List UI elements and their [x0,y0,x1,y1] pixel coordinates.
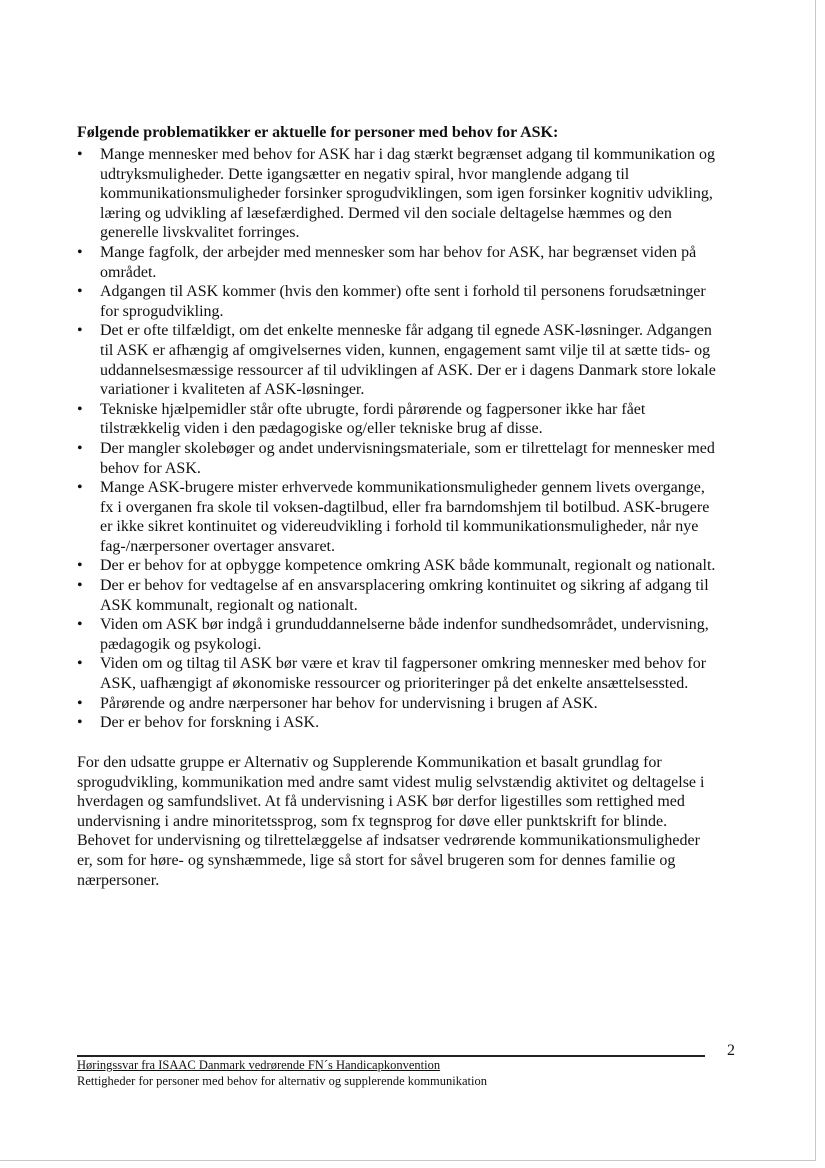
footer-title: Høringssvar fra ISAAC Danmark vedrørende FN´s Handicapkonvention [77,1058,441,1072]
footer-rule [77,1055,705,1057]
list-item-line: er ikke sikret kontinuitet og videreudvikling i forhold til kommunikationsmuligheder, når nye [100,518,699,536]
list-item-line: ASK kommunalt, regionalt og nationalt. [100,596,358,614]
page-number: 2 [727,1042,735,1059]
list-item [77,556,757,576]
list-item [77,282,757,321]
list-item-line: Mange ASK-brugere mister erhvervede kommunikationsmuligheder gennem livets overgange, [100,479,705,497]
list-item-line: Pårørende og andre nærpersoner har behov for undervisning i brugen af ASK. [100,694,598,712]
bullet-icon: • [77,616,83,634]
bullet-icon: • [77,694,83,712]
page-edge-right [815,0,816,1160]
bullet-icon: • [77,577,83,595]
bullet-icon: • [77,283,83,301]
list-item [77,615,757,654]
paragraph-line: hverdagen og samfundslivet. At få undervisning i ASK bør derfor ligestilles som rettighed med [77,793,685,811]
list-item-line: Viden om og tiltag til ASK bør være et krav til fagpersoner omkring mennesker med behov for [100,655,707,673]
list-item-line: Viden om ASK bør indgå i grunduddannelserne både indenfor sundhedsområdet, undervisning, [100,616,709,634]
list-item [77,713,757,733]
list-item [77,576,757,615]
bullet-icon: • [77,714,83,732]
list-item-line: ASK, uafhængigt af økonomiske ressourcer og prioriteringer på det enkelte ansættelsessted. [100,675,689,693]
list-item-line: Der er behov for forskning i ASK. [100,714,320,732]
bullet-icon: • [77,439,83,457]
list-item [77,145,757,243]
paragraph-line: nærpersoner. [77,871,160,889]
list-item-line: Mange mennesker med behov for ASK har i dag stærkt begrænset adgang til kommunikation og [100,146,715,163]
list-item-line: fag-/nærpersoner overtager ansvaret. [100,537,335,555]
list-item [77,439,757,478]
list-item-line: variationer i kvaliteten af ASK-løsninger. [100,381,365,399]
list-item [77,654,757,693]
list-item [77,694,757,714]
paragraph-line: undervisning i andre minoritetssprog, som fx tegnsprog for døve eller punktskrift for blinde. [77,812,668,830]
list-item-line: til ASK er afhængig af omgivelsernes viden, kunnen, engagement samt vilje til at sætte tids- og [100,341,711,359]
body-paragraph [77,753,704,890]
bullet-icon: • [77,557,83,575]
list-item [77,400,757,439]
bullet-icon: • [77,243,83,261]
paragraph-line: sprogudvikling, kommunikation med andre samt videst mulig selvstændig aktivitet og deltagelse i [77,773,705,791]
bullet-icon: • [77,400,83,418]
bullet-icon: • [77,146,83,163]
bullet-icon: • [77,655,83,673]
paragraph-line: er, som for høre- og synshæmmede, lige så stort for såvel brugeren som for dennes familie og [77,851,676,869]
list-item-line: tilstrækkelig viden i den pædagogiske og/eller tekniske brug af disse. [100,420,543,438]
list-item-line: pædagogik og psykologi. [100,635,262,653]
list-item-line: læring og udvikling af læsefærdighed. Dermed vil den sociale deltagelse hæmmes og den [100,204,672,222]
list-item-line: kommunikationsmuligheder forsinker sprogudviklingen, som igen forsinker kognitiv udvikling, [100,185,713,203]
page-edge-bottom [0,1160,816,1161]
list-item-line: området. [100,263,157,281]
bullet-icon: • [77,322,83,340]
list-item [77,321,757,399]
list-item-line: Mange fagfolk, der arbejder med mennesker som har behov for ASK, har begrænset viden på [100,243,697,261]
footer-subtitle: Rettigheder for personer med behov for alternativ og supplerende kommunikation [77,1074,487,1088]
problem-list [77,145,757,733]
list-item [77,478,757,556]
list-item-line: generelle livskvalitet forringes. [100,224,300,242]
bullet-icon: • [77,479,83,497]
list-item-line: Tekniske hjælpemidler står ofte ubrugte, fordi pårørende og fagpersoner ikke har fået [100,400,646,418]
paragraph-line: For den udsatte gruppe er Alternativ og Supplerende Kommunikation et basalt grundlag for [77,754,662,771]
list-item-line: Der er behov for vedtagelse af en ansvarsplacering omkring kontinuitet og sikring af adgang til [100,577,709,595]
list-item-line: fx i overganen fra skole til voksen-dagtilbud, eller fra barndomshjem til botilbud. ASK-brugere [100,498,710,516]
list-item-line: Det er ofte tilfældigt, om det enkelte menneske får adgang til egnede ASK-løsninger. Adgangen [100,322,712,340]
list-item-line: Der mangler skolebøger og andet undervisningsmateriale, som er tilrettelagt for mennesker med [100,439,715,457]
section-heading: Følgende problematikker er aktuelle for personer med behov for ASK: [77,124,559,141]
list-item-line: behov for ASK. [100,459,201,477]
list-item-line: Adgangen til ASK kommer (hvis den kommer) ofte sent i forhold til personens forudsætninger [100,283,706,301]
list-item-line: uddannelsesmæssige ressourcer af til udviklingen af ASK. Der er i dagens Danmark store lokale [100,361,716,379]
list-item-line: udtryksmuligheder. Dette igangsætter en negativ spiral, hvor manglende adgang til [100,165,630,183]
list-item [77,243,757,282]
paragraph-line: Behovet for undervisning og tilrettelæggelse af indsatser vedrørende kommunikationsmuligheder [77,832,700,850]
list-item-line: Der er behov for at opbygge kompetence omkring ASK både kommunalt, regionalt og nationalt. [100,557,716,575]
list-item-line: for sprogudvikling. [100,302,224,320]
